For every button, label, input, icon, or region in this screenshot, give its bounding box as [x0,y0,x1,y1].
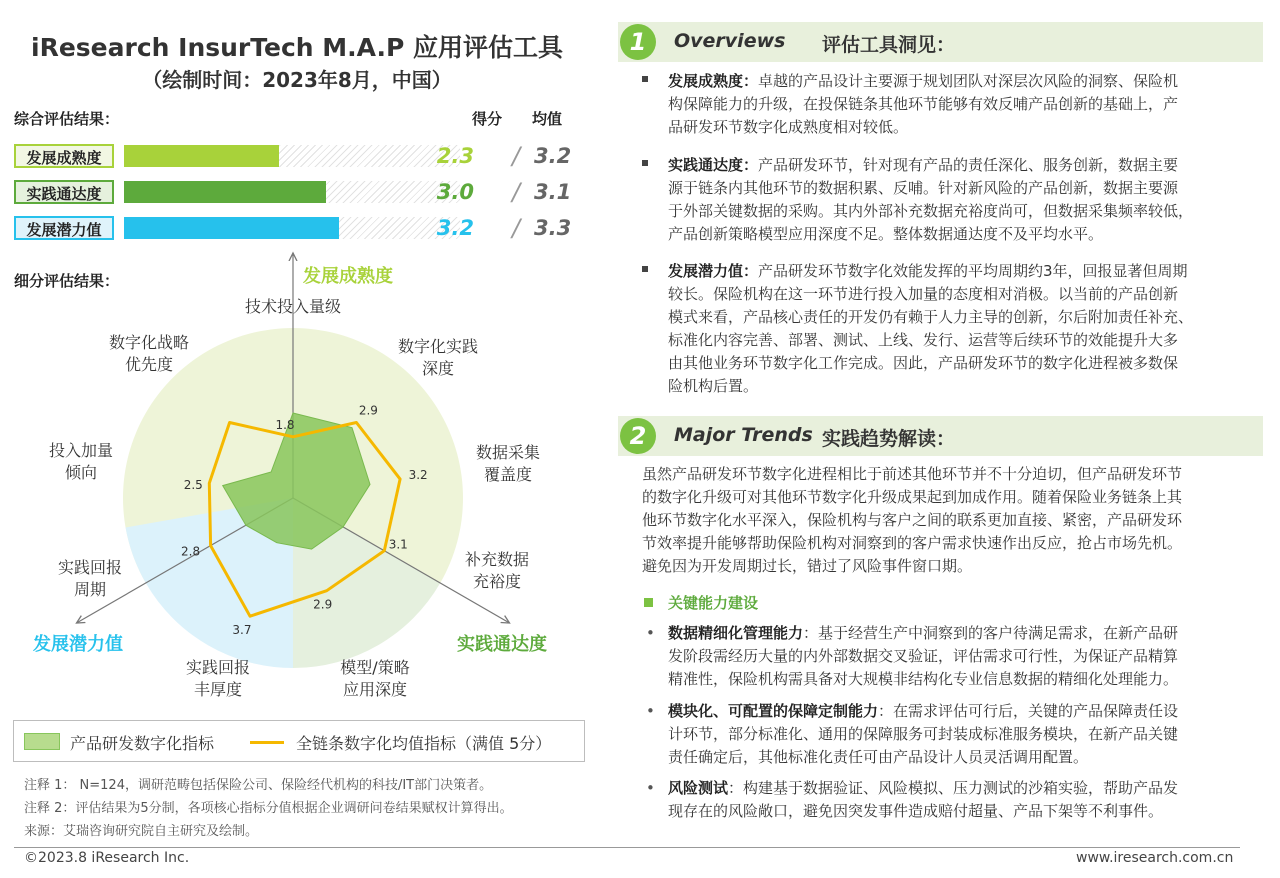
summary-row-label: 发展潜力值 [14,216,114,240]
radar-value-label: 3.2 [408,468,428,483]
bullet-square [642,160,648,166]
summary-bar-track [124,145,460,167]
radar-value-label: 3.1 [388,537,408,552]
radar-axis-label: 优先度 [124,355,174,374]
radar-axis-label: 深度 [421,359,455,378]
summary-score: 3.0 [436,180,474,204]
summary-row-label: 发展成熟度 [14,144,114,168]
trend-head: 模块化、可配置的保障定制能力 [668,702,879,720]
overview-head: 发展潜力值： [668,262,759,280]
section-title-zh: 实践趋势解读： [822,428,956,450]
summary-score: 3.2 [436,216,474,240]
note-1: 注释 1： N=124，调研范畴包括保险公司、保险经代机构的科技/IT部门决策者。 [24,778,493,793]
radar-axis-label: 数字化实践 [397,337,479,356]
radar-dimension-label: 发展潜力值 [33,634,123,655]
trend-item: 数据精细化管理能力：基于经营生产中洞察到的客户待满足需求，在新产品研 发阶段需经历大量的内外部数据交叉验证，评估需求可行性，为保证产品精算 精准性，保险机构需具备对大规模非结构化专业信息数据的精细化处理能力。 [668,624,1179,688]
section-title-en: Overviews [674,30,786,52]
radar-axis-label: 实践回报 [57,558,123,577]
radar-axis-label: 应用深度 [342,680,408,699]
bullet-square [642,266,648,272]
note-2: 注释 2：评估结果为5分制，各项核心指标分值根据企业调研问卷结果赋权计算得出。 [24,801,513,816]
summary-label: 综合评估结果： [14,110,120,128]
trend-head: 数据精细化管理能力 [668,624,804,642]
summary-average: 3.3 [534,216,572,240]
overview-item: 实践通达度：产品研发环节，针对现有产品的责任深化、服务创新，数据主要 源于链条内其他环节的数据积累、反哺。针对新风险的产品创新，数据主要源 于外部关键数据的采购。其内外部补充数据充裕度尚可，但数据采集频率较低， 产品创新策略模型应用深度不足。整体数据通达度不及平均水平。 [668,156,1194,243]
overview-item: 发展潜力值：产品研发环节数字化效能发挥的平均周期约3年，回报显著但周期 较长。保险机构在这一环节进行投入加量的态度相对消极。以当前的产品创新 模式来看，产品核心责任的开发仍有赖于人力主导的创新，尔后附加责任补充、 标准化内容完善、部署、测试、上线、发行、运营等后续环节的效能提升大多 由其他业务环节数字化工作完成。因此，产品研发环节的数字化进程被多数保 险机构后置。 [668,262,1194,395]
radar-value-label: 2.9 [313,597,333,612]
bullet-dot: • [646,624,655,642]
overview-item: 发展成熟度：卓越的产品设计主要源于规划团队对深层次风险的洞察、保险机 构保障能力的升级，在投保链条其他环节能够有效反哺产品创新的基础上，产 品研发环节数字化成熟度相对较低。 [668,72,1179,136]
source-note: 来源：艾瑞咨询研究院自主研究及绘制。 [24,824,259,839]
radar-value-label: 1.8 [275,417,295,432]
footer-copyright: ©2023.8 iResearch Inc. [24,850,190,866]
summary-bar-track [124,181,460,203]
bullet-square [642,76,648,82]
radar-axis-label: 补充数据 [464,550,530,569]
trend-item: 模块化、可配置的保障定制能力：在需求评估可行后，关键的产品保障责任设 计环节，部分标准化、通用的保障服务可封装成标准服务模块，在新产品关键 责任确定后，其他标准化责任可由产品设计人员灵活调用配置。 [668,702,1179,766]
legend-label-yellow: 全链条数字化均值指标（满值 5分） [296,734,552,753]
footer-url: www.iresearch.com.cn [1076,850,1234,866]
summary-row-label: 实践通达度 [14,180,114,204]
section-title-zh: 评估工具洞见： [822,34,956,56]
legend-swatch-yellow [250,741,284,744]
radar-value-label: 3.7 [232,623,252,638]
detail-label: 细分评估结果： [14,272,120,290]
bullet-dot: • [646,702,655,720]
summary-bar-fill [124,145,279,167]
legend-label-green: 产品研发数字化指标 [70,734,215,753]
radar-value-label: 2.9 [358,403,378,418]
page-title: iResearch InsurTech M.A.P 应用评估工具 [31,33,563,62]
radar-value-label: 2.5 [183,478,203,493]
footer-divider [14,847,1240,848]
legend-swatch-green [24,733,60,750]
radar-dimension-label: 实践通达度 [457,634,547,655]
radar-axis-label: 实践回报 [185,658,251,677]
radar-axis-label: 充裕度 [472,572,522,591]
section-number-badge: 1 [620,24,656,60]
summary-bar-track [124,217,460,239]
score-separator: / [512,214,521,242]
summary-bar-fill [124,181,326,203]
section-number-badge: 2 [620,418,656,454]
radar-axis-label: 数据采集 [475,443,541,462]
chart-legend [13,720,585,762]
overview-head: 实践通达度： [668,156,759,174]
overview-head: 发展成熟度： [668,72,759,90]
radar-value-label: 2.8 [181,544,201,559]
key-capability-label: 关键能力建设 [668,594,759,612]
page-subtitle: （绘制时间：2023年8月，中国） [142,68,452,92]
score-separator: / [512,142,521,170]
radar-axis-label: 数字化战略 [108,333,190,352]
average-header: 均值 [532,110,563,128]
key-bullet-square [644,598,653,607]
overviews-section-header [618,22,1263,62]
radar-axis-label: 丰厚度 [193,680,243,699]
radar-axis-label: 技术投入量级 [244,297,342,316]
radar-dimension-label: 发展成熟度 [303,266,393,287]
radar-axis-label: 投入加量 [48,441,114,460]
summary-bar-fill [124,217,339,239]
radar-axis-label: 覆盖度 [483,465,533,484]
trend-head: 风险测试 [668,779,729,797]
radar-axis-label: 模型/策略 [340,658,410,677]
bullet-dot: • [646,779,655,797]
radar-chart [0,250,594,716]
summary-score: 2.3 [436,144,474,168]
summary-average: 3.1 [534,180,572,204]
summary-average: 3.2 [534,144,572,168]
trends-section-header [618,416,1263,456]
score-header: 得分 [472,110,503,128]
trends-intro: 虽然产品研发环节数字化进程相比于前述其他环节并不十分迫切，但产品研发环节 的数字化升级可对其他环节数字化升级成果起到加成作用。随着保险业务链条上其 他环节数字化水平深入，保险机构与客户之间的联系更加直接、紧密，产品研发环 节效率提升能够帮助保险机构对洞察到的客户需求快速作出反应，抢占市场先机。 避免因为开发周期过长，错过了风险事件窗口期。 [642,465,1183,575]
section-title-en: Major Trends [674,424,813,446]
radar-axis-label: 周期 [73,580,107,599]
radar-axis-label: 倾向 [64,463,98,482]
score-separator: / [512,178,521,206]
trend-item: 风险测试：构建基于数据验证、风险模拟、压力测试的沙箱实验，帮助产品发 现存在的风险敞口，避免因突发事件造成赔付超量、产品下架等不利事件。 [668,779,1179,820]
